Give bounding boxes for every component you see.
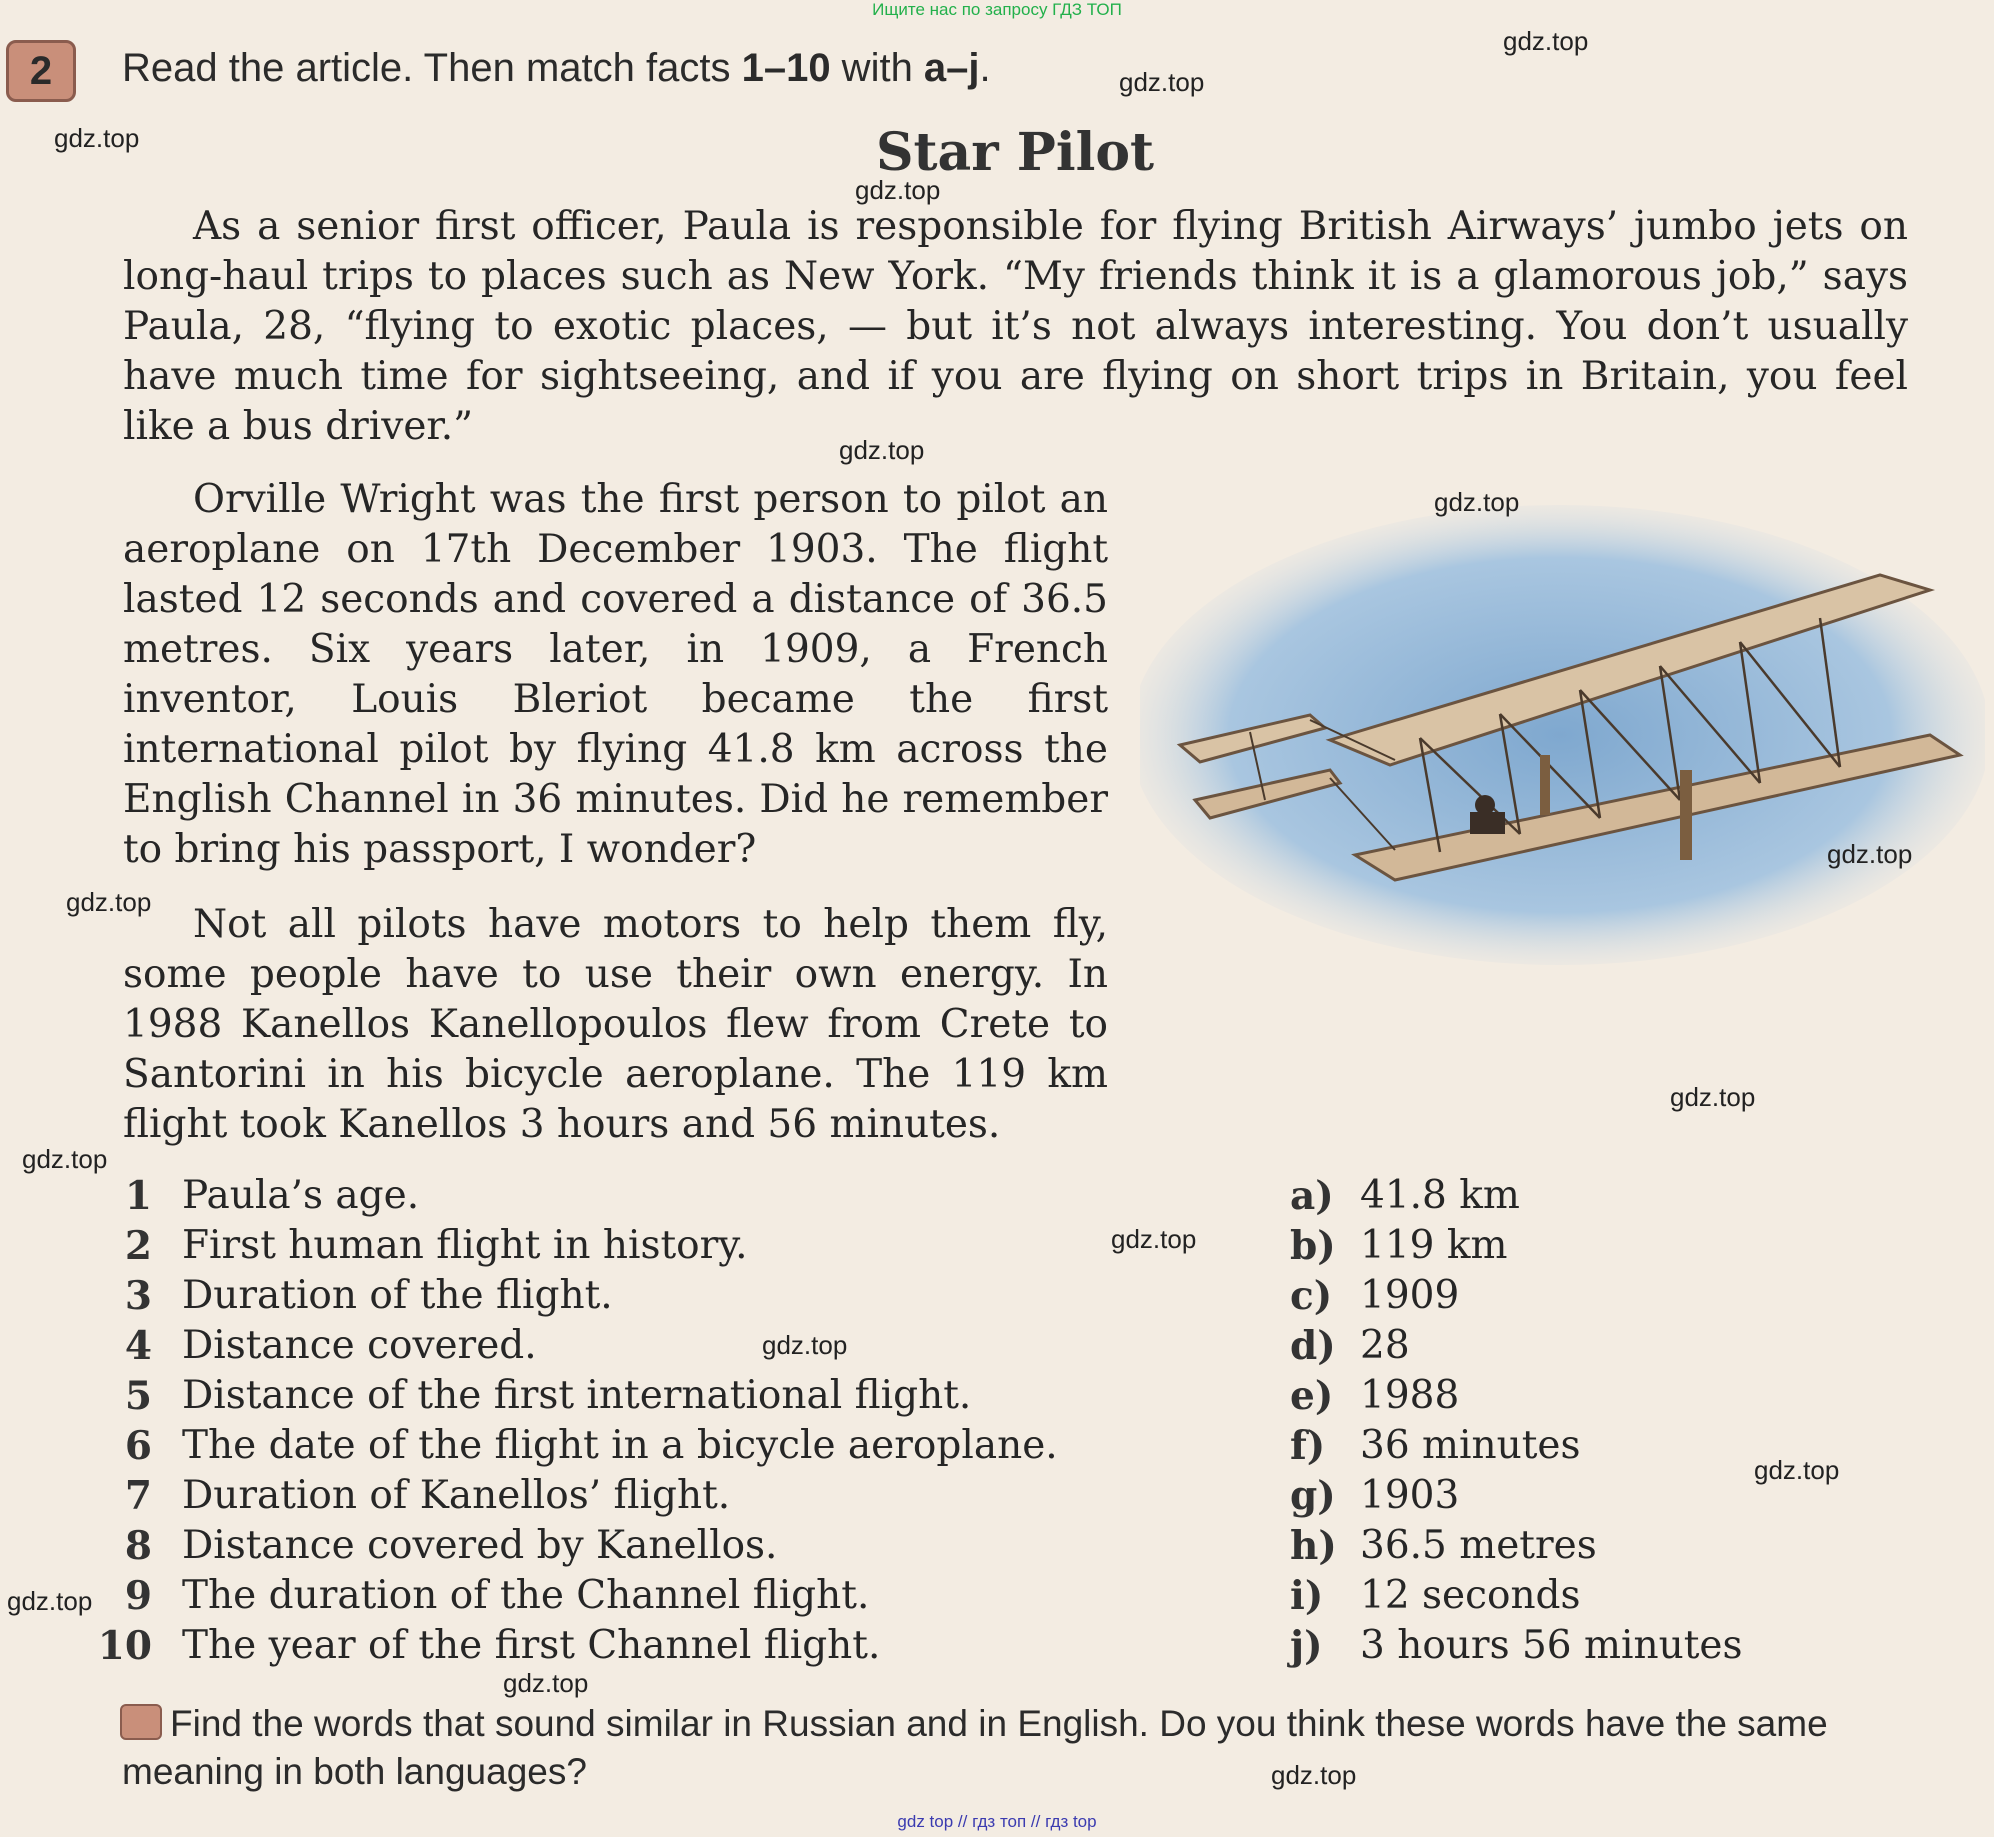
instruction-end: . <box>979 46 991 90</box>
answer-item <box>1290 1323 1850 1373</box>
fact-item <box>80 1523 1200 1573</box>
instruction-range: 1–10 <box>741 46 831 90</box>
fact-item <box>80 1623 1200 1673</box>
watermark: gdz.top <box>1111 1224 1197 1254</box>
fact-item <box>80 1473 1200 1523</box>
answer-text: 41.8 km <box>1360 1173 1520 1218</box>
fact-number: 1 <box>124 1173 152 1219</box>
watermark: gdz.top <box>1271 1760 1357 1790</box>
answer-item <box>1290 1273 1850 1323</box>
fact-text: The duration of the Channel flight. <box>182 1573 870 1618</box>
answer-item <box>1290 1373 1850 1423</box>
fact-number: 3 <box>124 1273 152 1319</box>
answer-text: 36 minutes <box>1360 1423 1581 1468</box>
fact-text: Duration of Kanellos’ flight. <box>182 1473 731 1518</box>
fact-item <box>80 1423 1200 1473</box>
footer: gdz top // гдз топ // гдз top <box>897 1812 1097 1831</box>
answer-letter: c) <box>1290 1273 1333 1319</box>
instruction-pre: Read the article. Then match facts <box>122 46 742 90</box>
watermark: gdz.top <box>54 123 140 153</box>
watermark: gdz.top <box>503 1668 589 1698</box>
exercise-number-badge: 2 <box>6 40 76 102</box>
fact-number: 8 <box>124 1523 152 1569</box>
fact-item <box>80 1573 1200 1623</box>
follow-up-question-text: Find the words that sound similar in Russian and in English. Do you think these words have the same meaning in both languages? <box>122 1703 1828 1792</box>
fact-text: Paula’s age. <box>182 1173 420 1218</box>
answer-text: 28 <box>1360 1323 1410 1368</box>
watermark: gdz.top <box>1670 1082 1756 1112</box>
fact-text: First human flight in history. <box>182 1223 748 1268</box>
article-paragraph-1: As a senior first officer, Paula is responsible for flying British Airways’ jumbo jets on long-haul trips to places such as New York. “My friends think it is a glamorous job,” says Paula, 28, “flying to exotic places, — but it’s not always interesting. You don’t usually have much time for sightseeing, and if you are flying on short trips in Britain, you feel like a bus driver.” <box>123 204 1908 449</box>
watermark: gdz.top <box>1503 26 1589 56</box>
answer-text: 119 km <box>1360 1223 1508 1268</box>
answer-letter: h) <box>1290 1523 1337 1569</box>
watermark: gdz.top <box>1754 1455 1840 1485</box>
answer-text: 1909 <box>1360 1273 1460 1318</box>
answer-letter: a) <box>1290 1173 1334 1219</box>
answers-list <box>1290 1173 1850 1673</box>
fact-number: 10 <box>97 1623 152 1669</box>
instruction-mid: with <box>830 46 924 90</box>
fact-number: 6 <box>124 1423 152 1469</box>
watermark: gdz.top <box>1827 839 1913 869</box>
fact-text: The year of the first Channel flight. <box>182 1623 881 1668</box>
watermark: gdz.top <box>855 175 941 205</box>
article-paragraph-3: Not all pilots have motors to help them fly, some people have to use their own energy. In 1988 Kanellos Kanellopoulos flew from Crete to Santorini in his bicycle aeroplane. The 119 km flight took Kanellos 3 hours and 56 minutes. <box>123 902 1108 1147</box>
fact-text: Distance covered. <box>182 1323 537 1368</box>
article-paragraph-2: Orville Wright was the first person to pilot an aeroplane on 17th December 1903. The flight lasted 12 seconds and covered a distance of 36.5 metres. Six years later, in 1909, a French inventor, Louis Bleriot became the first international pilot by flying 41.8 km across the English Channel in 36 minutes. Did he remember to bring his passport, I wonder? <box>123 477 1108 872</box>
fact-text: Distance of the first international flight. <box>182 1373 972 1418</box>
watermark: gdz.top <box>1119 67 1205 97</box>
answer-item <box>1290 1173 1850 1223</box>
fact-number: 7 <box>124 1473 152 1519</box>
answer-text: 12 seconds <box>1360 1573 1581 1618</box>
fact-number: 9 <box>124 1573 152 1619</box>
answer-letter: e) <box>1290 1373 1334 1419</box>
fact-text: The date of the flight in a bicycle aeroplane. <box>182 1423 1058 1468</box>
watermark: gdz.top <box>839 435 925 465</box>
answer-text: 3 hours 56 minutes <box>1360 1623 1743 1668</box>
watermark: gdz.top <box>1434 487 1520 517</box>
answer-text: 1988 <box>1360 1373 1460 1418</box>
answer-item <box>1290 1523 1850 1573</box>
fact-item <box>80 1223 1200 1273</box>
fact-text: Distance covered by Kanellos. <box>182 1523 778 1568</box>
top-note: Ищите нас по запросу ГДЗ ТОП <box>872 0 1122 19</box>
answer-letter: i) <box>1290 1573 1324 1619</box>
article-title: Star Pilot <box>875 122 1155 183</box>
answer-letter: d) <box>1290 1323 1336 1369</box>
fact-item <box>80 1323 1200 1373</box>
watermark: gdz.top <box>7 1586 93 1616</box>
follow-up-question <box>122 1700 1922 1796</box>
answer-item <box>1290 1573 1850 1623</box>
fact-item <box>80 1373 1200 1423</box>
answer-letter: f) <box>1290 1423 1326 1469</box>
answer-text: 36.5 metres <box>1360 1523 1597 1568</box>
fact-item <box>80 1273 1200 1323</box>
answer-letter: g) <box>1290 1473 1336 1519</box>
task-marker-icon <box>120 1704 162 1740</box>
fact-text: Duration of the flight. <box>182 1273 613 1318</box>
watermark: gdz.top <box>762 1330 848 1360</box>
answer-letter: j) <box>1290 1623 1323 1669</box>
fact-number: 5 <box>124 1373 152 1419</box>
fact-number: 4 <box>124 1323 152 1369</box>
fact-number: 2 <box>124 1223 152 1269</box>
biplane-illustration <box>1140 500 1985 970</box>
fact-item <box>80 1173 1200 1223</box>
answer-item <box>1290 1223 1850 1273</box>
answer-letter: b) <box>1290 1223 1336 1269</box>
watermark: gdz.top <box>66 887 152 917</box>
answer-item <box>1290 1623 1850 1673</box>
answer-text: 1903 <box>1360 1473 1460 1518</box>
watermark: gdz.top <box>22 1144 108 1174</box>
facts-list <box>80 1173 1200 1673</box>
instruction <box>122 46 991 91</box>
instruction-letters: a–j <box>923 46 980 90</box>
